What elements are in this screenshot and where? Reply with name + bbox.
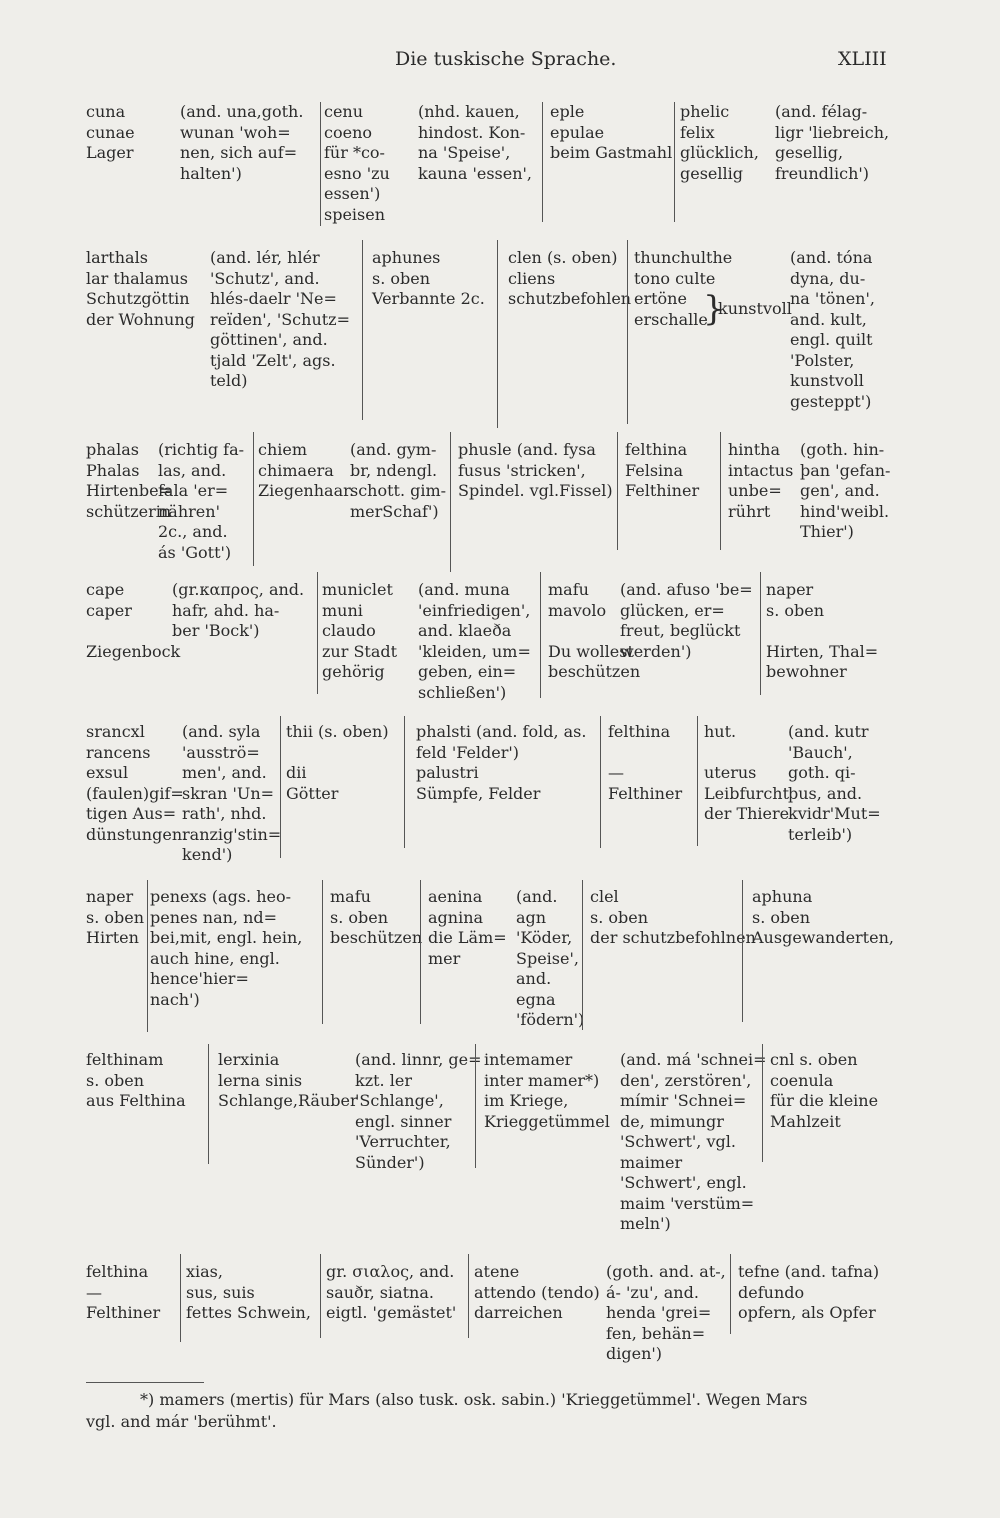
cell-line: (and. afuso 'be= xyxy=(620,580,753,599)
cell-line: hafr, ahd. ha- xyxy=(172,600,280,620)
cell-line: die Läm= xyxy=(428,928,507,947)
cell-line: Verbannte 2c. xyxy=(372,289,485,308)
cell-line: naper xyxy=(86,887,134,906)
cell-line: (and. félag- xyxy=(775,102,868,121)
cell-line: Phalas xyxy=(86,460,140,480)
cell-line: gesellig xyxy=(680,163,743,183)
column-separator xyxy=(147,880,148,1032)
cell-line: s. oben xyxy=(330,907,389,927)
column-separator xyxy=(674,102,675,222)
cell-line: ás 'Gott') xyxy=(158,542,232,562)
cell-line: (and. tóna xyxy=(790,248,873,267)
cell-line: Felthiner xyxy=(608,783,683,803)
column-separator xyxy=(600,716,601,848)
cell-line: hind'weibl. xyxy=(800,501,890,521)
cell-line: ertöne xyxy=(634,289,687,308)
column-separator xyxy=(362,240,363,420)
column-separator xyxy=(497,240,498,428)
brace-label: kunstvoll xyxy=(718,299,792,319)
cell-line: s. oben xyxy=(590,907,649,927)
cell-line: darreichen xyxy=(474,1303,563,1322)
cell-line: phusle (and. fysa xyxy=(458,440,596,459)
cell-line: coenula xyxy=(770,1070,834,1090)
cell-line: digen') xyxy=(606,1344,663,1363)
cell-line: (and. xyxy=(516,887,558,906)
cell-line: fala 'er= xyxy=(158,481,229,500)
cell-line: larthals xyxy=(86,248,148,267)
column-separator xyxy=(582,880,583,1030)
cell-line: Du wollest xyxy=(548,641,634,661)
cell-line: (nhd. kauen, xyxy=(418,102,520,121)
cell-line: schließen') xyxy=(418,682,507,702)
cell-line: caper xyxy=(86,600,132,620)
cell-line: der Thiere xyxy=(704,804,790,823)
cell-line: erschalle xyxy=(634,309,708,329)
cell-line: esno 'zu xyxy=(324,163,390,183)
column-separator xyxy=(475,1044,476,1168)
cell-line: schützerin xyxy=(86,501,172,521)
column-separator xyxy=(540,572,541,698)
column-separator xyxy=(280,716,281,858)
cell-line: geben, ein= xyxy=(418,662,517,681)
column-separator xyxy=(420,880,421,1024)
cell-line: coeno xyxy=(324,122,372,142)
column-separator xyxy=(697,716,698,846)
cell-line: (and. una,goth. xyxy=(180,102,304,121)
cell-line: glücken, er= xyxy=(620,600,725,620)
cell-line: maim 'verstüm= xyxy=(620,1193,755,1213)
cell-line: Ausgewanderten, xyxy=(752,928,894,947)
cell-line: 2c., and. xyxy=(158,522,228,541)
cell-line: im Kriege, xyxy=(484,1091,569,1110)
cell-line: reïden', 'Schutz= xyxy=(210,309,351,329)
cell-line: kunstvoll xyxy=(790,371,864,390)
cell-line: skran 'Un= xyxy=(182,783,275,803)
cell-line: á- 'zu', and. xyxy=(606,1282,699,1302)
cell-line: atene xyxy=(474,1262,520,1281)
page-number: XLIII xyxy=(838,48,887,70)
cell-line: sauðr, siatna. xyxy=(326,1282,434,1302)
cell-line: feld 'Felder') xyxy=(416,742,520,762)
cell-line: Felsina xyxy=(625,460,683,480)
cell-line: s. oben xyxy=(86,907,145,927)
cell-line: 'einfriedigen', xyxy=(418,600,531,620)
column-separator xyxy=(468,1254,469,1338)
cell-line: dünstungen. xyxy=(86,824,188,844)
footnote-line-1: *) mamers (mertis) für Mars (also tusk. osk. sabin.) 'Krieggetümmel'. Wegen Mars xyxy=(140,1390,808,1409)
cell-line: Thier') xyxy=(800,522,854,541)
cell-line: phalsti (and. fold, as. xyxy=(416,722,587,741)
cell-line: cuna xyxy=(86,102,126,121)
cell-line: epulae xyxy=(550,122,605,142)
cell-line: für die kleine xyxy=(770,1091,879,1110)
cell-line: cunae xyxy=(86,122,135,142)
cell-line: fen, behän= xyxy=(606,1323,706,1343)
column-separator xyxy=(730,1254,731,1334)
cell-line: (and. lér, hlér xyxy=(210,248,320,267)
cell-line: intemamer xyxy=(484,1050,573,1069)
cell-line: attendo (tendo) xyxy=(474,1282,600,1302)
cell-line: palustri xyxy=(416,763,479,782)
cell-line: srancxl xyxy=(86,722,145,741)
column-separator xyxy=(320,1254,321,1338)
cell-line: hut. xyxy=(704,722,737,741)
cell-line: Felthiner xyxy=(86,1303,161,1322)
cell-line: 'Schlange', xyxy=(355,1091,444,1110)
cell-line: maimer xyxy=(620,1152,683,1172)
cell-line: (and. kutr xyxy=(788,722,869,741)
cell-line: freundlich') xyxy=(775,163,870,183)
cell-line: bewohner xyxy=(766,662,847,681)
cell-line: merSchaf') xyxy=(350,501,439,521)
cell-line: penes nan, nd= xyxy=(150,907,278,927)
cell-line: schutzbefohlen xyxy=(508,289,632,308)
cell-line: Mahlzeit xyxy=(770,1111,841,1131)
cell-line: ranzig'stin= xyxy=(182,824,282,844)
cell-line: and. klaeða xyxy=(418,621,512,640)
cell-line: (goth. and. at-, xyxy=(606,1262,726,1281)
cell-line: teld) xyxy=(210,371,248,390)
cell-line: Ziegenhaar. xyxy=(258,481,355,500)
cell-line: Sünder') xyxy=(355,1152,425,1172)
cell-line: tono culte xyxy=(634,268,716,288)
column-separator xyxy=(720,432,721,550)
cell-line: mímir 'Schnei= xyxy=(620,1091,747,1110)
cell-line: rancens xyxy=(86,742,151,762)
cell-line: felthinam xyxy=(86,1050,164,1069)
cell-line: speisen xyxy=(324,204,386,224)
cell-line: freut, beglückt xyxy=(620,621,741,640)
cell-line: lerxinia xyxy=(218,1050,280,1069)
cell-line: 'kleiden, um= xyxy=(418,641,531,661)
cell-line: Schutzgöttin xyxy=(86,289,190,308)
cell-line: terleib') xyxy=(788,824,853,844)
cell-line: 'Schutz', and. xyxy=(210,268,320,288)
cell-line: goth. qi- xyxy=(788,763,856,782)
cell-line: — xyxy=(86,1282,102,1302)
cell-line: Hirtenbe= xyxy=(86,481,173,500)
cell-line: Hirten xyxy=(86,928,139,947)
cell-line: cliens xyxy=(508,268,556,288)
cell-line: fettes Schwein, xyxy=(186,1303,311,1322)
cell-line: agn xyxy=(516,907,547,927)
cell-line: and. kult, xyxy=(790,309,867,329)
cell-line: municlet xyxy=(322,580,393,599)
cell-line: Krieggetümmel xyxy=(484,1111,610,1131)
cell-line: las, and. xyxy=(158,460,227,480)
column-separator xyxy=(322,880,323,1024)
cell-line: egna xyxy=(516,989,556,1009)
cell-line: hlés-daelr 'Ne= xyxy=(210,289,337,308)
cell-line: wunan 'woh= xyxy=(180,122,291,142)
column-separator xyxy=(404,716,405,848)
cell-line: 'Schwert', vgl. xyxy=(620,1132,736,1151)
cell-line: 'Köder, xyxy=(516,928,573,947)
cell-line: Leibfurcht xyxy=(704,783,790,803)
cell-line: aenina xyxy=(428,887,483,906)
cell-line: Lager xyxy=(86,143,134,162)
cell-line: penexs (ags. heo- xyxy=(150,887,292,906)
column-separator xyxy=(742,880,743,1022)
cell-line: cenu xyxy=(324,102,364,121)
cell-line: essen') xyxy=(324,184,381,203)
cell-line: claudo xyxy=(322,621,376,640)
cell-line: cnl s. oben xyxy=(770,1050,858,1069)
cell-line: tigen Aus= xyxy=(86,804,177,823)
cell-line: clen (s. oben) xyxy=(508,248,618,267)
cell-line: felthina xyxy=(86,1262,149,1281)
cell-line: Spindel. vgl.Fissel) xyxy=(458,481,613,500)
cell-line: chimaera xyxy=(258,460,334,480)
cell-line: and. xyxy=(516,969,552,988)
cell-line: dyna, du- xyxy=(790,268,866,288)
cell-line: (and. má 'schnei= xyxy=(620,1050,767,1069)
cell-line: nen, sich auf= xyxy=(180,143,298,162)
cell-line: göttinen', and. xyxy=(210,330,328,349)
cell-line: lar thalamus xyxy=(86,268,189,288)
cell-line: muni xyxy=(322,600,363,620)
cell-line: schott. gim- xyxy=(350,481,447,500)
cell-line: xias, xyxy=(186,1262,223,1281)
cell-line: ber 'Bock') xyxy=(172,621,260,640)
cell-line: gesteppt') xyxy=(790,391,872,411)
cell-line: de, mimungr xyxy=(620,1111,724,1131)
column-separator xyxy=(760,572,761,695)
cell-line: aus Felthina xyxy=(86,1091,186,1110)
footnote-line-2: vgl. and már 'berühmt'. xyxy=(86,1412,277,1431)
cell-line: (and. muna xyxy=(418,580,510,599)
cell-line: unbe= xyxy=(728,481,782,500)
page-title: Die tuskische Sprache. xyxy=(395,48,617,70)
cell-line: engl. sinner xyxy=(355,1111,452,1131)
cell-line: mavolo xyxy=(548,600,607,620)
cell-line: 'ausströ= xyxy=(182,742,260,762)
cell-line: felthina xyxy=(625,440,688,459)
cell-line: (richtig fa- xyxy=(158,440,245,459)
column-separator xyxy=(320,102,321,226)
cell-line: rührt xyxy=(728,501,771,521)
cell-line: Hirten, Thal= xyxy=(766,641,879,661)
cell-line: der schutzbefohlnen xyxy=(590,928,756,947)
cell-line: gehörig xyxy=(322,662,385,681)
cell-line: 'Polster, xyxy=(790,350,855,370)
cell-line: bei,mit, engl. hein, xyxy=(150,928,303,947)
cell-line: þus, and. xyxy=(788,783,863,803)
column-separator xyxy=(253,432,254,566)
cell-line: 'Schwert', engl. xyxy=(620,1173,747,1192)
cell-line: s. oben xyxy=(752,907,811,927)
cell-line: werden') xyxy=(620,641,692,661)
cell-line: s. oben xyxy=(766,600,825,620)
cell-line: (gr.καπρος, and. xyxy=(172,580,305,599)
cell-line: intactus xyxy=(728,460,794,480)
cell-line: Schlange,Räuber xyxy=(218,1091,358,1110)
cell-line: der Wohnung xyxy=(86,309,195,329)
cell-line: exsul xyxy=(86,763,129,782)
column-separator xyxy=(208,1044,209,1164)
cell-line: nach') xyxy=(150,989,200,1009)
cell-line: na 'tönen', xyxy=(790,289,875,308)
cell-line: gesellig, xyxy=(775,143,844,162)
cell-line: meln') xyxy=(620,1214,671,1233)
cell-line: mer xyxy=(428,948,461,968)
cell-line: aphuna xyxy=(752,887,813,906)
cell-line: agnina xyxy=(428,907,484,927)
cell-line: halten') xyxy=(180,163,242,183)
cell-line: glücklich, xyxy=(680,143,759,162)
cell-line: Speise', xyxy=(516,948,579,968)
cell-line: gen', and. xyxy=(800,481,880,500)
cell-line: kzt. ler xyxy=(355,1070,412,1090)
cell-line: Götter xyxy=(286,783,339,803)
cell-line: br, ndengl. xyxy=(350,460,438,480)
footnote-rule xyxy=(86,1382,204,1383)
cell-line: henda 'grei= xyxy=(606,1303,712,1322)
cell-line: tjald 'Zelt', ags. xyxy=(210,350,336,370)
cell-line: kvidr'Mut= xyxy=(788,804,881,823)
cell-line: Felthiner xyxy=(625,481,700,500)
brace-symbol: } xyxy=(703,289,725,329)
cell-line: dii xyxy=(286,763,307,782)
column-separator xyxy=(317,572,318,694)
cell-line: felthina xyxy=(608,722,671,741)
cell-line: 'födern') xyxy=(516,1010,585,1029)
cell-line: für *co- xyxy=(324,143,385,162)
cell-line: naper xyxy=(766,580,814,599)
cell-line: na 'Speise', xyxy=(418,143,511,162)
cell-line: inter mamer*) xyxy=(484,1070,600,1090)
cell-line: cape xyxy=(86,580,125,599)
cell-line: thunchulthe xyxy=(634,248,733,267)
cell-line: chiem xyxy=(258,440,308,459)
cell-line: 'Verruchter, xyxy=(355,1132,451,1151)
column-separator xyxy=(627,240,628,424)
cell-line: den', zerstören', xyxy=(620,1070,752,1090)
cell-line: lerna sinis xyxy=(218,1070,303,1090)
cell-line: aphunes xyxy=(372,248,441,267)
cell-line: s. oben xyxy=(372,268,431,288)
cell-line: eigtl. 'gemästet' xyxy=(326,1303,457,1322)
cell-line: hindost. Kon- xyxy=(418,122,526,142)
cell-line: clel xyxy=(590,887,619,906)
cell-line: hence'hier= xyxy=(150,969,249,988)
cell-line: (and. linnr, ge= xyxy=(355,1050,482,1069)
cell-line: s. oben xyxy=(86,1070,145,1090)
cell-line: beim Gastmahl xyxy=(550,143,673,162)
cell-line: þan 'gefan- xyxy=(800,460,891,480)
cell-line: opfern, als Opfer xyxy=(738,1303,876,1322)
cell-line: Sümpfe, Felder xyxy=(416,783,541,803)
cell-line: hintha xyxy=(728,440,780,459)
cell-line: ligr 'liebreich, xyxy=(775,122,890,142)
column-separator xyxy=(762,1044,763,1162)
cell-line: uterus xyxy=(704,763,757,782)
cell-line: felix xyxy=(680,122,715,142)
cell-line: engl. quilt xyxy=(790,330,873,349)
cell-line: 'Bauch', xyxy=(788,742,853,762)
cell-line: (and. gym- xyxy=(350,440,437,459)
cell-line: thii (s. oben) xyxy=(286,722,389,741)
cell-line: phelic xyxy=(680,102,730,121)
cell-line: men', and. xyxy=(182,763,267,782)
cell-line: Ziegenbock xyxy=(86,641,181,661)
cell-line: nähren' xyxy=(158,501,220,521)
cell-line: sus, suis xyxy=(186,1282,255,1302)
column-separator xyxy=(542,102,543,222)
column-separator xyxy=(180,1254,181,1342)
cell-line: auch hine, engl. xyxy=(150,948,280,968)
cell-line: defundo xyxy=(738,1282,805,1302)
cell-line: zur Stadt xyxy=(322,641,398,661)
cell-line: mafu xyxy=(548,580,589,599)
cell-line: kend') xyxy=(182,845,233,864)
column-separator xyxy=(450,432,451,572)
cell-line: fusus 'stricken', xyxy=(458,460,586,480)
cell-line: (goth. hin- xyxy=(800,440,885,459)
cell-line: beschützen xyxy=(330,928,423,947)
cell-line: phalas xyxy=(86,440,139,459)
cell-line: (faulen)gif= xyxy=(86,783,184,803)
cell-line: kauna 'essen', xyxy=(418,163,533,183)
cell-line: (and. syla xyxy=(182,722,261,741)
column-separator xyxy=(617,432,618,550)
cell-line: tefne (and. tafna) xyxy=(738,1262,880,1281)
cell-line: eple xyxy=(550,102,585,121)
cell-line: mafu xyxy=(330,887,371,906)
cell-line: rath', nhd. xyxy=(182,804,267,823)
cell-line: beschützen xyxy=(548,662,641,681)
cell-line: gr. σιαλος, and. xyxy=(326,1262,455,1281)
cell-line: — xyxy=(608,763,624,782)
